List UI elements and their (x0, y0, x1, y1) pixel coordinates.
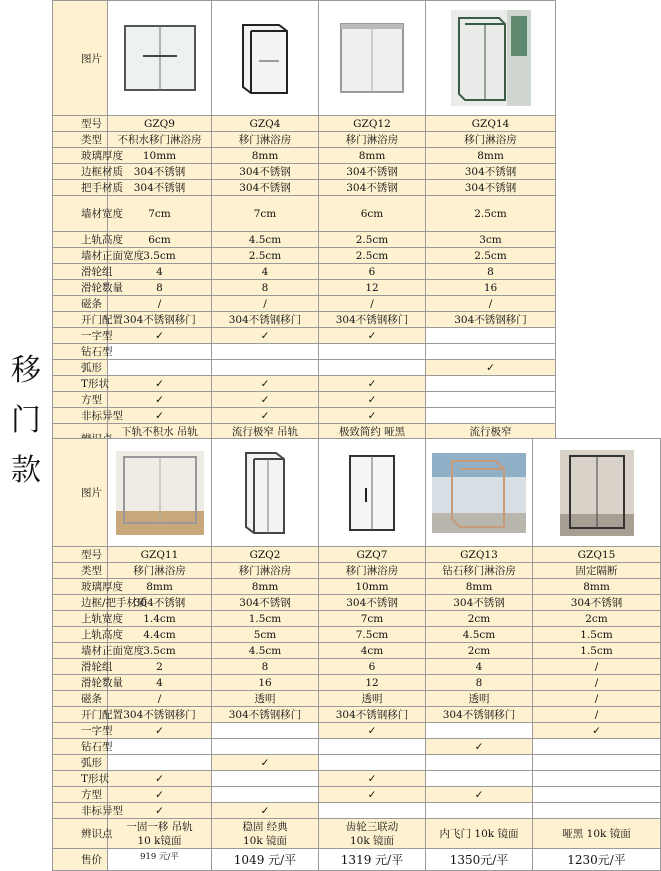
row-label: 滑轮组 (53, 264, 108, 280)
spec-cell: GZQ14 (426, 116, 556, 132)
row-label: 弧形 (53, 360, 108, 376)
section-title-char: 款 (11, 453, 41, 488)
spec-cell: 8mm (426, 579, 533, 595)
spec-cell: 1.5cm (212, 611, 319, 627)
spec-cell: 移门淋浴房 (426, 132, 556, 148)
spec-cell: 304不锈钢 (319, 595, 426, 611)
row-label: 边框/把手材质 (53, 595, 108, 611)
spec-cell: 2cm (426, 611, 533, 627)
spec-cell: 304不锈钢 (426, 164, 556, 180)
spec-cell: ✓ (108, 803, 212, 819)
row-label: 滑轮数量 (53, 280, 108, 296)
spec-cell: ✓ (319, 787, 426, 803)
spec-cell: / (108, 296, 212, 312)
spec-cell (319, 803, 426, 819)
spec-cell: / (533, 675, 661, 691)
spec-cell: ✓ (212, 328, 319, 344)
identifier-line: 10k 镜面 (242, 834, 288, 847)
spec-cell: ✓ (108, 408, 212, 424)
spec-cell: 304不锈钢 (426, 595, 533, 611)
spec-row-magnet (53, 691, 661, 707)
spec-cell: 6cm (108, 232, 212, 248)
spec-row-arc (53, 360, 556, 376)
shower-enclosure-icon (240, 449, 290, 537)
spec-cell (319, 739, 426, 755)
spec-cell: GZQ11 (108, 547, 212, 563)
row-label: 玻璃厚度 (53, 148, 108, 164)
spec-cell: 不积水移门淋浴房 (108, 132, 212, 148)
row-label: 钻石型 (53, 739, 108, 755)
row-label: 边框材质 (53, 164, 108, 180)
product-image (108, 439, 212, 547)
spec-cell: 移门淋浴房 (108, 563, 212, 579)
spec-cell: ✓ (212, 376, 319, 392)
product-image (212, 1, 319, 116)
spec-cell: ✓ (426, 787, 533, 803)
spec-cell (108, 360, 212, 376)
spec-cell: 8mm (319, 148, 426, 164)
spec-row-t-shape (53, 376, 556, 392)
section-title-char: 门 (11, 403, 41, 438)
spec-cell: GZQ4 (212, 116, 319, 132)
spec-cell: 2.5cm (426, 196, 556, 232)
spec-row-door-config (53, 312, 556, 328)
bathroom-photo-icon (116, 451, 204, 535)
spec-cell: ✓ (108, 771, 212, 787)
spec-cell: ✓ (108, 328, 212, 344)
identifier-line: 流行极窄 (469, 425, 512, 438)
spec-row-magnet (53, 296, 556, 312)
product-image (426, 439, 533, 547)
price-cell (108, 849, 212, 871)
spec-row-arc (53, 755, 661, 771)
product-image (212, 439, 319, 547)
spec-row-irregular (53, 803, 661, 819)
spec-cell: 4 (108, 675, 212, 691)
spec-cell: / (319, 296, 426, 312)
spec-cell: 304不锈钢 (426, 180, 556, 196)
identifier-line: 流行极窄 吊轨 (231, 425, 299, 438)
spec-cell: 1.4cm (108, 611, 212, 627)
spec-row-pulley-count (53, 280, 556, 296)
spec-cell: 10mm (319, 579, 426, 595)
spec-cell: 304不锈钢 (212, 180, 319, 196)
price-value: 1049 元/平 (233, 853, 297, 867)
spec-cell: 2.5cm (319, 248, 426, 264)
spec-cell: GZQ2 (212, 547, 319, 563)
spec-row-wall-front-width (53, 643, 661, 659)
spec-cell: ✓ (319, 328, 426, 344)
identifier-line: 10 k镜面 (137, 834, 182, 847)
spec-cell (319, 344, 426, 360)
spec-row-glass (53, 148, 556, 164)
spec-cell: 7cm (212, 196, 319, 232)
spec-cell: 8 (212, 280, 319, 296)
spec-cell: 12 (319, 280, 426, 296)
row-label: 墙材正面宽度 (53, 248, 108, 264)
spec-cell: 304不锈钢 (108, 164, 212, 180)
spec-cell: / (108, 691, 212, 707)
spec-cell: 10mm (108, 148, 212, 164)
spec-cell (426, 344, 556, 360)
product-image (319, 439, 426, 547)
spec-cell: 304不锈钢移门 (212, 312, 319, 328)
spec-cell: 304不锈钢移门 (426, 312, 556, 328)
price-value: 1350元/平 (449, 853, 509, 867)
row-label: 磁条 (53, 691, 108, 707)
row-label: 类型 (53, 132, 108, 148)
spec-cell (533, 755, 661, 771)
bathroom-photo-icon (432, 453, 526, 533)
bathroom-photo-icon (560, 450, 634, 536)
row-label: 非标异型 (53, 408, 108, 424)
spec-row-handle (53, 180, 556, 196)
spec-row-glass (53, 579, 661, 595)
spec-cell: 2 (108, 659, 212, 675)
spec-cell: ✓ (426, 360, 556, 376)
spec-cell: ✓ (319, 771, 426, 787)
spec-row-frame (53, 164, 556, 180)
row-label: 方型 (53, 392, 108, 408)
spec-cell (426, 392, 556, 408)
spec-cell: 4 (212, 264, 319, 280)
spec-cell: GZQ12 (319, 116, 426, 132)
spec-cell: GZQ9 (108, 116, 212, 132)
spec-row-price (53, 849, 661, 871)
spec-cell: 4.5cm (212, 232, 319, 248)
row-label: 开门配置 (53, 707, 108, 723)
spec-cell: 移门淋浴房 (319, 132, 426, 148)
spec-cell: ✓ (108, 787, 212, 803)
spec-cell (212, 771, 319, 787)
row-label: 型号 (53, 547, 108, 563)
row-label: 非标异型 (53, 803, 108, 819)
identifier-cell (108, 819, 212, 849)
price-cell (319, 849, 426, 871)
spec-cell: 2cm (533, 611, 661, 627)
price-value: 919 元/平 (140, 851, 179, 862)
spec-cell: 1.5cm (533, 643, 661, 659)
spec-row-model (53, 116, 556, 132)
spec-row-square (53, 392, 556, 408)
spec-row-type (53, 132, 556, 148)
spec-cell: 304不锈钢移门 (319, 707, 426, 723)
shower-door-icon (121, 22, 199, 94)
spec-cell (108, 344, 212, 360)
spec-cell: ✓ (212, 408, 319, 424)
spec-cell (108, 739, 212, 755)
spec-row-pulley-count (53, 675, 661, 691)
shower-door-icon (346, 452, 398, 534)
spec-cell: 12 (319, 675, 426, 691)
spec-cell: 3.5cm (108, 643, 212, 659)
spec-cell: 4 (426, 659, 533, 675)
spec-cell: GZQ13 (426, 547, 533, 563)
spec-cell (426, 803, 533, 819)
identifier-line: 下轨不积水 吊轨 (121, 425, 198, 438)
row-label: T形状 (53, 376, 108, 392)
row-label: 墙材正面宽度 (53, 643, 108, 659)
spec-cell (212, 787, 319, 803)
spec-row-top-rail-height (53, 232, 556, 248)
spec-row-wall-front-width (53, 248, 556, 264)
row-label: 钻石型 (53, 344, 108, 360)
row-label: 售价 (53, 849, 108, 871)
spec-cell (426, 755, 533, 771)
spec-cell (426, 723, 533, 739)
spec-cell: 固定隔断 (533, 563, 661, 579)
spec-cell: 304不锈钢移门 (212, 707, 319, 723)
spec-cell: 304不锈钢 (108, 595, 212, 611)
spec-cell: 4cm (319, 643, 426, 659)
identifier-cell (426, 819, 533, 849)
spec-cell: 8mm (212, 579, 319, 595)
spec-cell: 8 (426, 675, 533, 691)
spec-cell: 8 (426, 264, 556, 280)
spec-cell (426, 376, 556, 392)
spec-cell: 2.5cm (212, 248, 319, 264)
row-label: 一字型 (53, 328, 108, 344)
product-image (426, 1, 556, 116)
spec-row-t-shape (53, 771, 661, 787)
spec-cell: 5cm (212, 627, 319, 643)
row-label: 上轨高度 (53, 627, 108, 643)
spec-cell: 304不锈钢 (212, 595, 319, 611)
row-label: 滑轮数量 (53, 675, 108, 691)
spec-cell: 移门淋浴房 (212, 132, 319, 148)
row-label: 一字型 (53, 723, 108, 739)
spec-cell (212, 344, 319, 360)
row-label: 弧形 (53, 755, 108, 771)
spec-cell: 6 (319, 659, 426, 675)
spec-row-door-config (53, 707, 661, 723)
row-label: 滑轮组 (53, 659, 108, 675)
spec-cell: 4 (108, 264, 212, 280)
spec-cell (533, 803, 661, 819)
row-label: 型号 (53, 116, 108, 132)
spec-row-diamond (53, 739, 661, 755)
spec-cell (426, 328, 556, 344)
row-label: 类型 (53, 563, 108, 579)
price-value: 1319 元/平 (340, 853, 404, 867)
spec-cell: / (426, 296, 556, 312)
identifier-line: 稳固 经典 (242, 820, 288, 833)
spec-cell: 3cm (426, 232, 556, 248)
section-title (0, 0, 52, 842)
spec-row-irregular (53, 408, 556, 424)
spec-cell: / (533, 691, 661, 707)
identifier-cell (319, 819, 426, 849)
spec-cell: 304不锈钢 (533, 595, 661, 611)
spec-cell: ✓ (212, 755, 319, 771)
spec-cell: / (212, 296, 319, 312)
identifier-cell (533, 819, 661, 849)
spec-cell (319, 755, 426, 771)
spec-cell: ✓ (319, 408, 426, 424)
row-label: 图片 (53, 439, 108, 547)
spec-table-top (52, 0, 556, 476)
spec-row-identifier (53, 819, 661, 849)
spec-row-straight (53, 723, 661, 739)
product-image (533, 439, 661, 547)
spec-cell: 钻石移门淋浴房 (426, 563, 533, 579)
spec-row-pulley-group (53, 659, 661, 675)
spec-cell: 8mm (108, 579, 212, 595)
spec-cell (212, 360, 319, 376)
shower-door-icon (337, 20, 407, 96)
spec-cell: GZQ7 (319, 547, 426, 563)
row-label: 图片 (53, 1, 108, 116)
spec-cell: ✓ (533, 723, 661, 739)
spec-cell: 304不锈钢 (212, 164, 319, 180)
spec-row-type (53, 563, 661, 579)
spec-cell: ✓ (426, 739, 533, 755)
spec-cell (533, 787, 661, 803)
shower-room-icon (449, 8, 533, 108)
identifier-cell (212, 819, 319, 849)
spec-cell: 304不锈钢移门 (108, 707, 212, 723)
price-cell (212, 849, 319, 871)
identifier-line: 10k 镜面 (349, 834, 395, 847)
price-cell (426, 849, 533, 871)
product-image (319, 1, 426, 116)
section-title-char: 移 (11, 353, 41, 388)
spec-cell: 16 (426, 280, 556, 296)
spec-row-wall-width (53, 196, 556, 232)
spec-row-square (53, 787, 661, 803)
row-label: 上轨宽度 (53, 611, 108, 627)
row-label: 辨识点 (53, 819, 108, 849)
spec-table-bottom (52, 438, 661, 871)
spec-cell: 8mm (426, 148, 556, 164)
spec-cell: 2cm (426, 643, 533, 659)
spec-cell (426, 408, 556, 424)
spec-cell (108, 755, 212, 771)
spec-cell: 304不锈钢移门 (319, 312, 426, 328)
spec-cell: ✓ (212, 803, 319, 819)
spec-cell: 8mm (533, 579, 661, 595)
identifier-line: 内飞门 10k 镜面 (439, 827, 519, 840)
row-label: 开门配置 (53, 312, 108, 328)
spec-row-top-rail-height (53, 627, 661, 643)
spec-cell (319, 360, 426, 376)
spec-cell: 透明 (212, 691, 319, 707)
spec-cell: 4.4cm (108, 627, 212, 643)
spec-cell: GZQ15 (533, 547, 661, 563)
spec-cell: 16 (212, 675, 319, 691)
row-label: 墙材宽度 (53, 196, 108, 232)
spec-cell: ✓ (108, 723, 212, 739)
row-label: 上轨高度 (53, 232, 108, 248)
row-label: 把手材质 (53, 180, 108, 196)
spec-cell: 304不锈钢 (319, 164, 426, 180)
row-label: 磁条 (53, 296, 108, 312)
spec-cell (426, 771, 533, 787)
spec-cell: 1.5cm (533, 627, 661, 643)
price-value: 1230元/平 (567, 853, 626, 867)
spec-cell: 8 (212, 659, 319, 675)
spec-row-diamond (53, 344, 556, 360)
spec-cell: 304不锈钢 (319, 180, 426, 196)
spec-cell (212, 739, 319, 755)
spec-cell: 6cm (319, 196, 426, 232)
spec-cell: 3.5cm (108, 248, 212, 264)
spec-cell (533, 771, 661, 787)
shower-enclosure-icon (235, 19, 295, 97)
spec-row-pulley-group (53, 264, 556, 280)
identifier-line: 哑黑 10k 镜面 (562, 827, 631, 840)
row-label: 玻璃厚度 (53, 579, 108, 595)
spec-cell (533, 739, 661, 755)
spec-cell: 304不锈钢移门 (426, 707, 533, 723)
spec-cell: ✓ (212, 392, 319, 408)
spec-cell: / (533, 659, 661, 675)
spec-cell: 2.5cm (319, 232, 426, 248)
identifier-line: 一固一移 吊轨 (126, 820, 193, 833)
spec-cell: 2.5cm (426, 248, 556, 264)
row-label: T形状 (53, 771, 108, 787)
spec-cell: ✓ (319, 392, 426, 408)
spec-cell: 7cm (108, 196, 212, 232)
spec-cell: ✓ (319, 376, 426, 392)
row-label: 方型 (53, 787, 108, 803)
spec-row-top-rail-width (53, 611, 661, 627)
spec-cell: 移门淋浴房 (212, 563, 319, 579)
spec-cell: 透明 (426, 691, 533, 707)
identifier-line: 齿轮三联动 (345, 820, 399, 833)
spec-cell: 透明 (319, 691, 426, 707)
spec-row-straight (53, 328, 556, 344)
spec-cell: ✓ (319, 723, 426, 739)
spec-cell: 7.5cm (319, 627, 426, 643)
product-image (108, 1, 212, 116)
spec-cell: ✓ (108, 392, 212, 408)
spec-cell: 6 (319, 264, 426, 280)
price-cell (533, 849, 661, 871)
spec-row-frame-handle (53, 595, 661, 611)
spec-cell: 8 (108, 280, 212, 296)
identifier-line: 极致简约 哑黑 (338, 425, 406, 438)
spec-cell: 7cm (319, 611, 426, 627)
spec-cell: ✓ (108, 376, 212, 392)
spec-cell: 304不锈钢 (108, 180, 212, 196)
spec-cell: 304不锈钢移门 (108, 312, 212, 328)
spec-cell: 4.5cm (212, 643, 319, 659)
spec-cell: 移门淋浴房 (319, 563, 426, 579)
spec-cell: 8mm (212, 148, 319, 164)
spec-cell: / (533, 707, 661, 723)
spec-row-model (53, 547, 661, 563)
spec-cell: 4.5cm (426, 627, 533, 643)
spec-cell (212, 723, 319, 739)
